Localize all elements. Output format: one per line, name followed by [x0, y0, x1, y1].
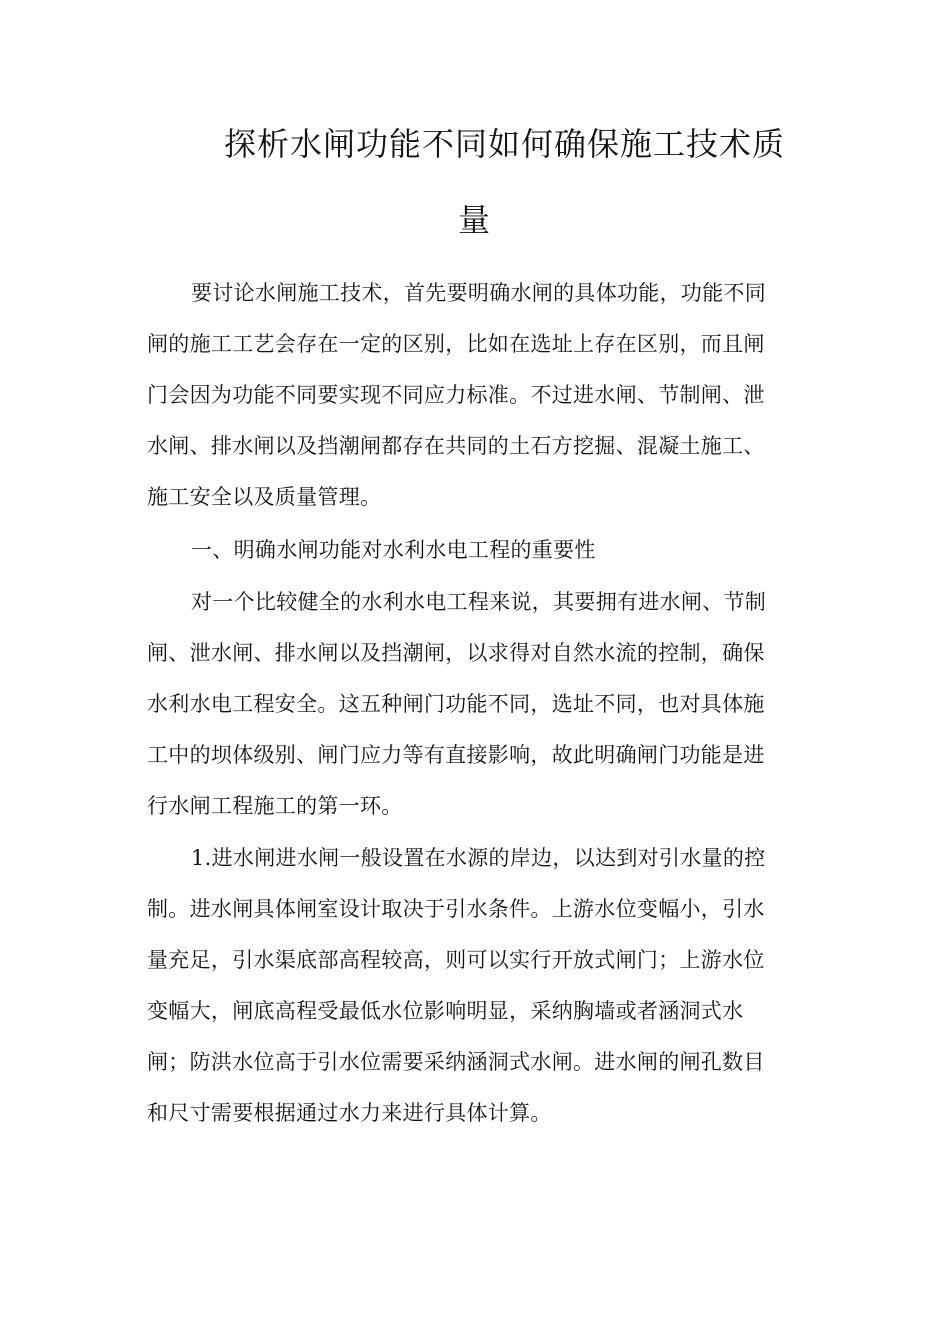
body-line-12: 1.进水闸进水闸一般设置在水源的岸边，以达到对引水量的控: [191, 846, 766, 870]
body-line-1: 要讨论水闸施工技术，首先要明确水闸的具体功能，功能不同: [191, 281, 767, 305]
body-line-9: 水利水电工程安全。这五种闸门功能不同，选址不同，也对具体施: [147, 692, 765, 716]
body-line-2: 闸的施工工艺会存在一定的区别，比如在选址上存在区别，而且闸: [147, 332, 765, 356]
body-line-4: 水闸、排水闸以及挡潮闸都存在共同的土石方挖掘、混凝土施工、: [147, 434, 765, 458]
body-line-14: 量充足，引水渠底部高程较高，则可以实行开放式闸门；上游水位: [147, 948, 765, 972]
section-heading: 一、明确水闸功能对水利水电工程的重要性: [191, 538, 596, 562]
body-line-13: 制。进水闸具体闸室设计取决于引水条件。上游水位变幅小，引水: [147, 897, 765, 921]
body-line-3: 门会因为功能不同要实现不同应力标准。不过进水闸、节制闸、泄: [147, 383, 765, 407]
document-title-line-1: 探析水闸功能不同如何确保施工技术质: [224, 125, 786, 163]
body-line-5: 施工安全以及质量管理。: [147, 485, 382, 509]
body-line-8: 闸、泄水闸、排水闸以及挡潮闸，以求得对自然水流的控制，确保: [147, 641, 765, 665]
body-line-15: 变幅大，闸底高程受最低水位影响明显，采纳胸墙或者涵洞式水: [147, 999, 744, 1023]
document-title-line-2: 量: [458, 201, 492, 239]
body-line-11: 行水闸工程施工的第一环。: [147, 794, 403, 818]
body-line-16: 闸；防洪水位高于引水位需要采纳涵洞式水闸。进水闸的闸孔数目: [147, 1050, 765, 1074]
body-line-17: 和尺寸需要根据通过水力来进行具体计算。: [147, 1101, 552, 1125]
body-line-7: 对一个比较健全的水利水电工程来说，其要拥有进水闸、节制: [191, 590, 767, 614]
body-line-10: 工中的坝体级别、闸门应力等有直接影响，故此明确闸门功能是进: [147, 743, 765, 767]
